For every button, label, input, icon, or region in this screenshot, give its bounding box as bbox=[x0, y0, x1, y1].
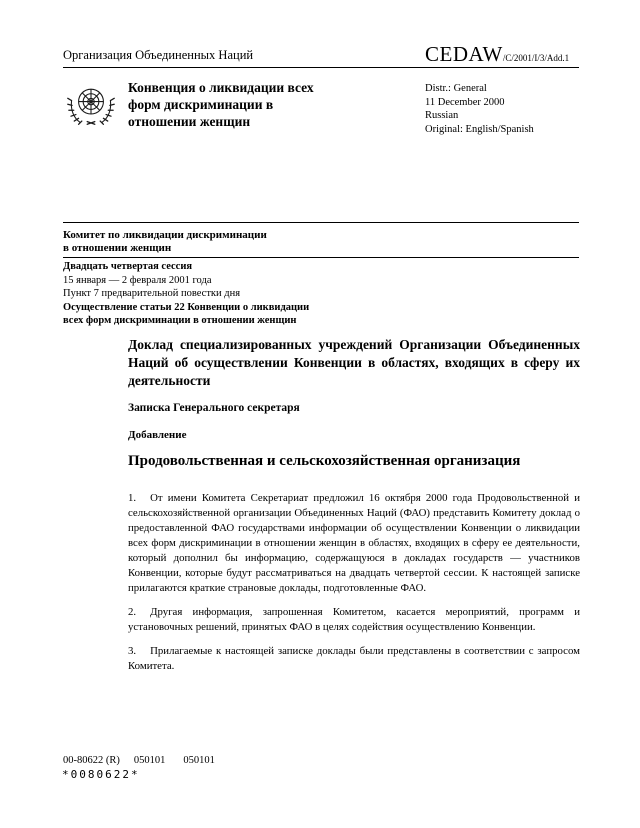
convention-title-line1: Конвенция о ликвидации всех bbox=[128, 80, 314, 95]
session-title: Двадцать четвертая сессия bbox=[63, 261, 193, 272]
committee-top-divider bbox=[63, 222, 579, 223]
convention-title bbox=[128, 79, 418, 130]
document-symbol-suffix: /C/2001/I/3/Add.1 bbox=[502, 53, 570, 63]
original-language-line: Original: English/Spanish bbox=[425, 123, 534, 135]
addendum-label: Добавление bbox=[128, 429, 187, 441]
footer-code-2: 050101 bbox=[183, 755, 215, 766]
committee-name-line1: Комитет по ликвидации дискриминации bbox=[63, 229, 267, 241]
committee-bottom-divider bbox=[63, 257, 579, 258]
paragraph-1-text: От имени Комитета Секретариат предложил 16 октября 2000 года Продовольственной и сельскохозяйственной организации Объединенных Наций (ФАО) представить Комитету доклад о предоставленной ФАО государствами информации об осуществлении Конвенции о ликвидации всех форм дискриминации в отношении женщин в областях, входящих в сферу ее деятельности, который дополнил бы информацию, содержащуюся в докладах государств — участников Конвенции, которые будут рассматриваться на двадцать четвертой сессии. К настоящей записке прилагаются краткие страновые доклады, подготовленные ФАО. bbox=[128, 492, 580, 594]
note-by-secretary-general: Записка Генерального секретаря bbox=[128, 402, 300, 414]
paragraph-2-text: Другая информация, запрошенная Комитетом, касается мероприятий, программ и установочных решений, принятых ФАО в целях содействия осуществлению Конвенции. bbox=[128, 606, 580, 633]
paragraph-2-number: 2. bbox=[128, 606, 137, 618]
footer-codes bbox=[63, 755, 215, 766]
paragraph-1-number: 1. bbox=[128, 492, 137, 504]
paragraph-3-number: 3. bbox=[128, 645, 137, 657]
distr-line: Distr.: General bbox=[425, 83, 487, 94]
committee-name bbox=[63, 229, 267, 255]
document-symbol bbox=[425, 42, 569, 67]
session-dates: 15 января — 2 февраля 2001 года bbox=[63, 274, 212, 286]
document-title: Доклад специализированных учреждений Организации Объединенных Наций об осуществлении Конвенции в областях, входящих в сферу их деятельности bbox=[128, 337, 580, 388]
distribution-info bbox=[425, 82, 534, 136]
document-symbol-main: CEDAW bbox=[425, 42, 503, 66]
language-line: Russian bbox=[425, 110, 459, 121]
paragraph-3 bbox=[128, 644, 580, 674]
paragraph-3-text: Прилагаемые к настоящей записке доклады были представлены в соответствии с запросом Комитета. bbox=[128, 645, 580, 672]
agenda-title-line1: Осуществление статьи 22 Конвенции о ликвидации bbox=[63, 301, 310, 313]
un-emblem-icon bbox=[64, 80, 118, 134]
body-paragraphs bbox=[128, 491, 580, 683]
section-title: Продовольственная и сельскохозяйственная организация bbox=[128, 453, 521, 469]
session-info bbox=[63, 260, 309, 328]
agenda-item: Пункт 7 предварительной повестки дня bbox=[63, 288, 241, 299]
committee-name-line2: в отношении женщин bbox=[63, 242, 172, 254]
paragraph-2 bbox=[128, 605, 580, 635]
header-divider bbox=[63, 67, 579, 68]
footer-code-1: 050101 bbox=[133, 755, 166, 766]
org-name: Организация Объединенных Наций bbox=[63, 48, 254, 62]
convention-title-line3: отношении женщин bbox=[128, 114, 251, 129]
footer-barcode-text: *0080622* bbox=[62, 768, 140, 781]
date-line: 11 December 2000 bbox=[425, 96, 505, 108]
paragraph-1 bbox=[128, 491, 580, 596]
agenda-title-line2: всех форм дискриминации в отношении женщин bbox=[63, 315, 297, 326]
footer-doc-code: 00-80622 (R) bbox=[63, 755, 120, 766]
convention-title-line2: форм дискриминации в bbox=[128, 97, 274, 112]
